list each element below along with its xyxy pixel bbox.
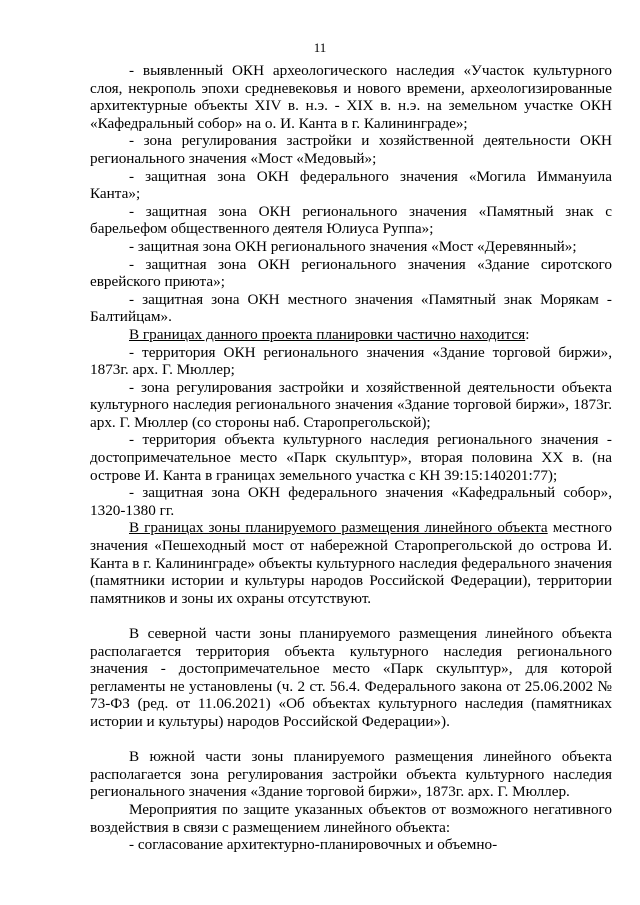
paragraph-text: - согласование архитектурно-планировочных и объемно- xyxy=(129,836,498,854)
paragraph xyxy=(90,203,612,238)
paragraph-text: - защитная зона ОКН регионального значения «Здание сиротского еврейского приюта»; xyxy=(90,255,612,291)
paragraph-text: - зона регулирования застройки и хозяйственной деятельности ОКН регионального значения «Мост «Медовый»; xyxy=(90,132,612,167)
paragraph xyxy=(90,748,612,801)
underlined-heading: В границах зоны планируемого размещения линейного объекта xyxy=(129,519,548,537)
paragraph-text: местного значения «Пешеходный мост от набережной Старопрегольской до острова И. Канта в г. Калининграде» объекты культурного наследия федерального значения (памятники истории и культуры народов Российской Федерации), территории памятников и зоны их охраны отсутствуют. xyxy=(90,519,613,607)
paragraph-text: - зона регулирования застройки и хозяйственной деятельности объекта культурного наследия регионального значения «Здание торговой биржи», 1873г. арх. Г. Мюллер (со стороны наб. Старопрегольской); xyxy=(90,378,612,431)
paragraph xyxy=(90,519,612,607)
paragraph xyxy=(90,326,612,344)
paragraph xyxy=(90,168,612,203)
document-body xyxy=(90,62,612,854)
paragraph xyxy=(90,132,612,167)
page-number: 11 xyxy=(313,40,327,55)
paragraph-text: Мероприятия по защите указанных объектов от возможного негативного воздействия в связи с размещением линейного объекта: xyxy=(90,800,612,836)
paragraph-text: В северной части зоны планируемого размещения линейного объекта располагается территория объекта культурного наследия регионального значения - достопримечательное место «Парк скульптур», для которой регламенты не установлены (ч. 2 ст. 56.4. Федерального закона от 25.06.2002 № 73-ФЗ (ред. от 11.06.2021) «Об объектах культурного наследия (памятниках истории и культуры) народов Российской Федерации»). xyxy=(90,625,612,730)
paragraph xyxy=(90,344,612,379)
paragraph-text: : xyxy=(525,325,530,343)
paragraph-text: - защитная зона ОКН регионального значения «Мост «Деревянный»; xyxy=(129,237,577,255)
paragraph xyxy=(90,62,612,132)
paragraph-text: - защитная зона ОКН местного значения «Памятный знак Морякам - Балтийцам». xyxy=(90,290,612,326)
paragraph-text: - защитная зона ОКН федерального значения «Могила Иммануила Канта»; xyxy=(90,167,612,203)
paragraph xyxy=(90,625,612,731)
paragraph xyxy=(90,484,612,519)
paragraph xyxy=(90,836,612,854)
paragraph xyxy=(90,291,612,326)
paragraph-text: - выявленный ОКН археологического наследия «Участок культурного слоя, некрополь эпохи средневековья и нового времени, археологизированные архитектурные объекты XIV в. н.э. - XIX в. н.э. на земельном участке ОКН «Кафедральный собор» на о. И. Канта в г. Калининграде»; xyxy=(90,62,612,132)
paragraph xyxy=(90,379,612,432)
paragraph-text: - защитная зона ОКН регионального значения «Памятный знак с барельефом общественного деятеля Юлиуса Руппа»; xyxy=(90,202,612,238)
paragraph xyxy=(90,238,612,256)
paragraph xyxy=(90,256,612,291)
underlined-heading: В границах данного проекта планировки частично находится xyxy=(129,325,526,343)
paragraph xyxy=(90,431,612,484)
paragraph-text: - территория объекта культурного наследия регионального значения - достопримечательное место «Парк скульптур», вторая половина XX в. (на острове И. Канта в границах земельного участка с КН 39:15:140201:77); xyxy=(90,431,612,484)
paragraph-text: В южной части зоны планируемого размещения линейного объекта располагается зона регулирования застройки объекта культурного наследия регионального значения «Здание торговой биржи», 1873г. арх. Г. Мюллер. xyxy=(90,748,612,801)
paragraph-text: - территория ОКН регионального значения «Здание торговой биржи», 1873г. арх. Г. Мюллер; xyxy=(90,343,612,379)
paragraph-text: - защитная зона ОКН федерального значения «Кафедральный собор», 1320-1380 гг. xyxy=(90,484,612,519)
paragraph xyxy=(90,801,612,836)
